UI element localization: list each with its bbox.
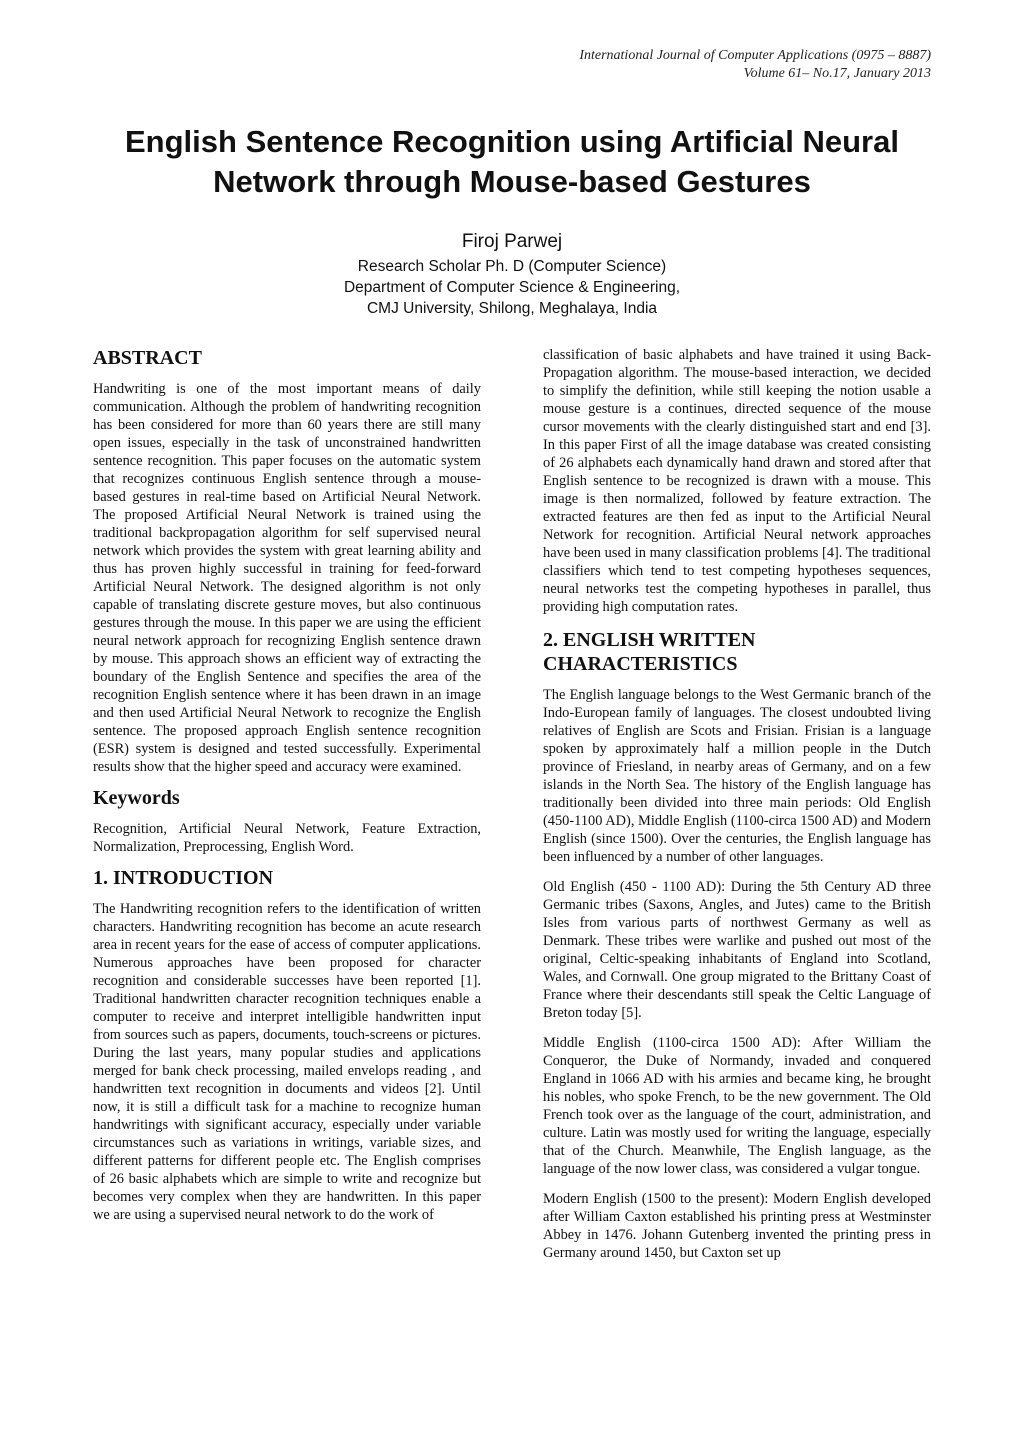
- section2-heading-line-1: 2. ENGLISH WRITTEN: [543, 629, 756, 651]
- paper-title: [60, 122, 964, 202]
- affiliation-line-1: Research Scholar Ph. D (Computer Science): [357, 258, 667, 275]
- introduction-continuation: classification of basic alphabets and have trained it using Back-Propagation algorithm. The mouse-based interaction, we decided to simplify the definition, while still keeping the notion usable a mouse gesture is a continues, directed sequence of the mouse cursor movements with the clearly distinguished start and end [3]. In this paper First of all the image database was created consisting of 26 alphabets each dynamically hand drawn and stored after that English sentence to be recognized is drawn with a mouse. This image is then normalized, followed by feature extraction. The extracted features are then fed as input to the Artificial Neural Network for recognition. Artificial Neural network approaches have been used in many classification problems [4]. The traditional classifiers which tend to test competing hypotheses sequences, neural networks test the competing hypotheses in parallel, thus providing high computation rates.: [543, 347, 931, 615]
- right-column: [543, 346, 931, 1262]
- volume-line: Volume 61– No.17, January 2013: [743, 66, 931, 81]
- affiliation-line-3: CMJ University, Shilong, Meghalaya, India: [366, 300, 658, 317]
- author-name: Firoj Parwej: [461, 231, 563, 252]
- author-block: [160, 229, 864, 319]
- abstract-heading: ABSTRACT: [93, 347, 202, 369]
- section2-paragraph: Old English (450 - 1100 AD): During the 5th Century AD three Germanic tribes (Saxons, Angles, and Jutes) came to the British Isles from various parts of northwest Germany as well as Denmark. These tribes were warlike and pushed out most of the original, Celtic-speaking inhabitants of England into Scotland, Wales, and Cornwall. One group migrated to the Brittany Coast of France where their descendants still speak the Celtic Language of Breton today [5].: [543, 879, 931, 1021]
- section2-paragraph: Middle English (1100-circa 1500 AD): After William the Conqueror, the Duke of Normandy, invaded and conquered England in 1066 AD with his armies and became king, he brought his nobles, who spoke French, to be the new government. The Old French took over as the language of the court, administration, and culture. Latin was mostly used for writing the language, especially that of the Church. Meanwhile, The English language, as the language of the now lower class, was considered a vulgar tongue.: [543, 1035, 931, 1177]
- keywords-heading: Keywords: [93, 787, 180, 809]
- section2-paragraph: The English language belongs to the West Germanic branch of the Indo-European family of languages. The closest undoubted living relatives of English are Scots and Frisian. Frisian is a language spoken by approximately half a million people in the Dutch province of Friesland, in nearby areas of Germany, and on a few islands in the North Sea. The history of the English language has traditionally been divided into three main periods: Old English (450-1100 AD), Middle English (1100-circa 1500 AD) and Modern English (since 1500). Over the centuries, the English language has been influenced by a number of other languages.: [543, 687, 931, 865]
- section2-paragraph: Modern English (1500 to the present): Modern English developed after William Caxton established his printing press at Westminster Abbey in 1476. Johann Gutenberg invented the printing press in Germany around 1450, but Caxton set up: [543, 1191, 931, 1261]
- running-header: [579, 47, 931, 83]
- keywords-text: Recognition, Artificial Neural Network, Feature Extraction, Normalization, Preprocessing, English Word.: [93, 821, 481, 855]
- journal-line: International Journal of Computer Applications (0975 – 8887): [579, 48, 931, 63]
- introduction-heading: 1. INTRODUCTION: [93, 867, 274, 889]
- affiliation-line-2: Department of Computer Science & Engineering,: [343, 279, 680, 296]
- left-column: [93, 346, 481, 1224]
- abstract-text: Handwriting is one of the most important means of daily communication. Although the problem of handwriting recognition has been considered for more than 60 years there are still many open issues, especially in the task of unconstrained handwritten sentence recognition. This paper focuses on the automatic system that recognizes continuous English sentence through a mouse-based gestures in real-time based on Artificial Neural Network. The proposed Artificial Neural Network is trained using the traditional backpropagation algorithm for self supervised neural network which provides the system with great learning ability and thus has proven highly successful in training for feed-forward Artificial Neural Network. The designed algorithm is not only capable of translating discrete gesture moves, but also continuous gestures through the mouse. In this paper we are using the efficient neural network approach for recognizing English sentence drawn by mouse. This approach shows an efficient way of extracting the boundary of the English Sentence and specifies the area of the recognition English sentence where it has been drawn in an image and then used Artificial Neural Network to recognize the English sentence. The proposed approach English sentence recognition (ESR) system is designed and tested successfully. Experimental results show that the higher speed and accuracy were examined.: [93, 381, 481, 775]
- title-line-2: Network through Mouse-based Gestures: [213, 164, 811, 199]
- introduction-text: The Handwriting recognition refers to the identification of written characters. Handwriting recognition has become an acute research area in recent years for the ease of access of computer applications. Numerous approaches have been proposed for character recognition and considerable successes have been reported [1]. Traditional handwritten character recognition techniques enable a computer to receive and interpret intelligible handwritten input from sources such as papers, documents, touch-screens or pictures. During the last years, many popular studies and applications merged for bank check processing, mailed envelops reading , and handwritten text recognition in documents and videos [2]. Until now, it is still a difficult task for a machine to recognize human handwritings with significant accuracy, especially under variable circumstances such as variations in writings, variable sizes, and different patterns for different people etc. The English comprises of 26 basic alphabets which are simple to write and recognize but becomes very complex when they are handwritten. In this paper we are using a supervised neural network to do the work of: [93, 901, 481, 1223]
- title-line-1: English Sentence Recognition using Artificial Neural: [125, 124, 899, 159]
- section2-heading-line-2: CHARACTERISTICS: [543, 653, 738, 675]
